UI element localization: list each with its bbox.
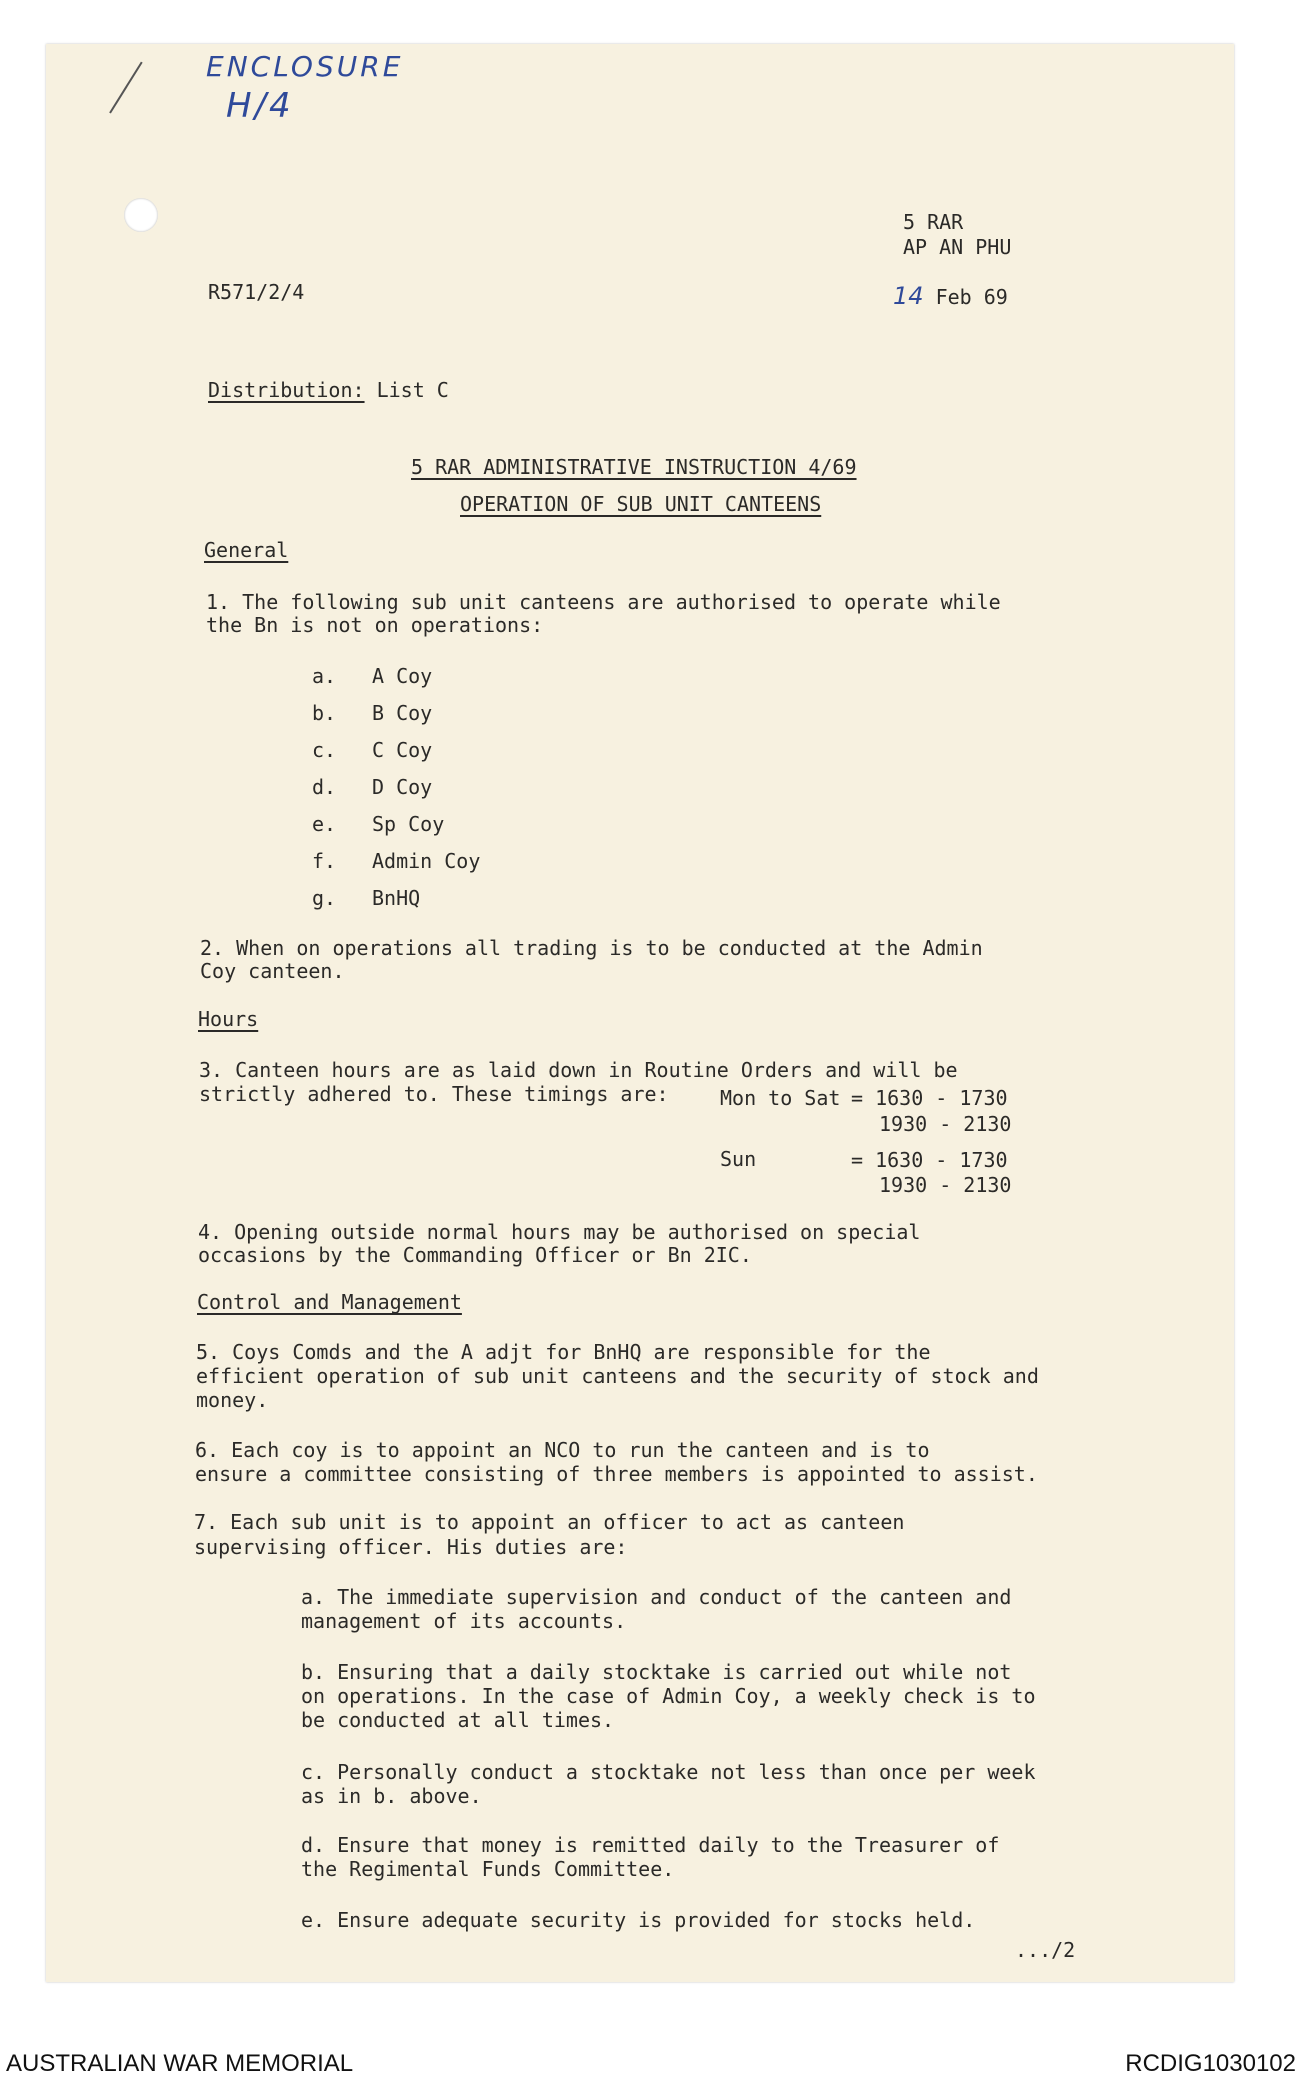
list-item-letter: e. [312, 812, 337, 836]
list-item-canteen: D Coy [372, 775, 433, 799]
para-1-line-1: 1. The following sub unit canteens are authorised to operate while [206, 590, 1001, 614]
para-2-line-1: 2. When on operations all trading is to be conducted at the Admin [200, 936, 983, 960]
para-4-line-1: 4. Opening outside normal hours may be authorised on special [198, 1220, 921, 1244]
para-1-line-2: the Bn is not on operations: [206, 613, 544, 637]
para-3-line-2: strictly adhered to. These timings are: [199, 1082, 669, 1106]
para-7-line-2: supervising officer. His duties are: [194, 1535, 628, 1559]
duty-a-line-2: management of its accounts. [301, 1609, 627, 1633]
duty-d-line-2: the Regimental Funds Committee. [301, 1857, 675, 1881]
list-item-letter: c. [312, 738, 337, 762]
para-5-line-1: 5. Coys Comds and the A adjt for BnHQ are responsible for the [196, 1340, 931, 1364]
para-4-line-2: occasions by the Commanding Officer or Bn 2IC. [198, 1243, 752, 1267]
footer-source: AUSTRALIAN WAR MEMORIAL [6, 2050, 354, 2077]
duty-b-line-1: b. Ensuring that a daily stocktake is carried out while not [301, 1660, 1012, 1684]
para-2-line-2: Coy canteen. [200, 959, 345, 983]
sunday-time-1: = 1630 - 1730 [851, 1148, 1008, 1172]
weekday-label: Mon to Sat [720, 1086, 841, 1110]
punch-hole [124, 198, 158, 232]
weekday-time-1: = 1630 - 1730 [851, 1086, 1008, 1110]
duty-b-line-2: on operations. In the case of Admin Coy, a weekly check is to [301, 1684, 1036, 1708]
duty-a-line-1: a. The immediate supervision and conduct of the canteen and [301, 1585, 1012, 1609]
distribution-value: List C [376, 378, 449, 402]
list-item-canteen: Admin Coy [372, 849, 481, 873]
para-5-line-3: money. [196, 1388, 269, 1412]
sunday-time-2: 1930 - 2130 [879, 1173, 1012, 1197]
duty-d-line-1: d. Ensure that money is remitted daily to the Treasurer of [301, 1833, 1000, 1857]
list-item-letter: a. [312, 664, 337, 688]
document-date [893, 284, 1008, 309]
list-item-canteen: A Coy [372, 664, 433, 688]
list-item-letter: b. [312, 701, 337, 725]
list-item-letter: g. [312, 886, 337, 910]
unit-location: AP AN PHU [903, 235, 1012, 259]
sunday-label: Sun [720, 1147, 757, 1171]
section-heading-general: General [204, 538, 289, 562]
duty-b-line-3: be conducted at all times. [301, 1708, 615, 1732]
para-7-line-1: 7. Each sub unit is to appoint an officer to act as canteen [194, 1510, 905, 1534]
footer-id: RCDIG1030102 [1125, 2050, 1296, 2077]
list-item-letter: d. [312, 775, 337, 799]
list-item-letter: f. [312, 849, 337, 873]
file-reference: R571/2/4 [208, 280, 305, 304]
list-item-canteen: BnHQ [372, 886, 421, 910]
list-item-canteen: C Coy [372, 738, 433, 762]
para-5-line-2: efficient operation of sub unit canteens and the security of stock and [196, 1364, 1039, 1388]
section-heading-hours: Hours [198, 1007, 259, 1031]
list-item-canteen: B Coy [372, 701, 433, 725]
distribution-label: Distribution: [208, 378, 365, 402]
document-subtitle: OPERATION OF SUB UNIT CANTEENS [460, 492, 822, 516]
continuation-marker: .../2 [1015, 1938, 1076, 1962]
duty-e-line-1: e. Ensure adequate security is provided for stocks held. [301, 1908, 976, 1932]
document-title: 5 RAR ADMINISTRATIVE INSTRUCTION 4/69 [411, 455, 857, 479]
duty-c-line-2: as in b. above. [301, 1784, 482, 1808]
date-month-year: Feb 69 [935, 285, 1008, 309]
handwritten-enclosure: ENCLOSURE [206, 50, 404, 83]
distribution [208, 378, 449, 402]
duty-c-line-1: c. Personally conduct a stocktake not less than once per week [301, 1760, 1036, 1784]
para-6-line-2: ensure a committee consisting of three members is appointed to assist. [195, 1462, 1038, 1486]
handwritten-enclosure-number: H/4 [226, 86, 294, 126]
weekday-time-2: 1930 - 2130 [879, 1112, 1012, 1136]
para-3-line-1: 3. Canteen hours are as laid down in Routine Orders and will be [199, 1058, 958, 1082]
list-item-canteen: Sp Coy [372, 812, 445, 836]
para-6-line-1: 6. Each coy is to appoint an NCO to run the canteen and is to [195, 1438, 930, 1462]
handwritten-day: 14 [893, 282, 924, 310]
section-heading-control: Control and Management [197, 1290, 462, 1314]
unit-name: 5 RAR [903, 210, 964, 234]
